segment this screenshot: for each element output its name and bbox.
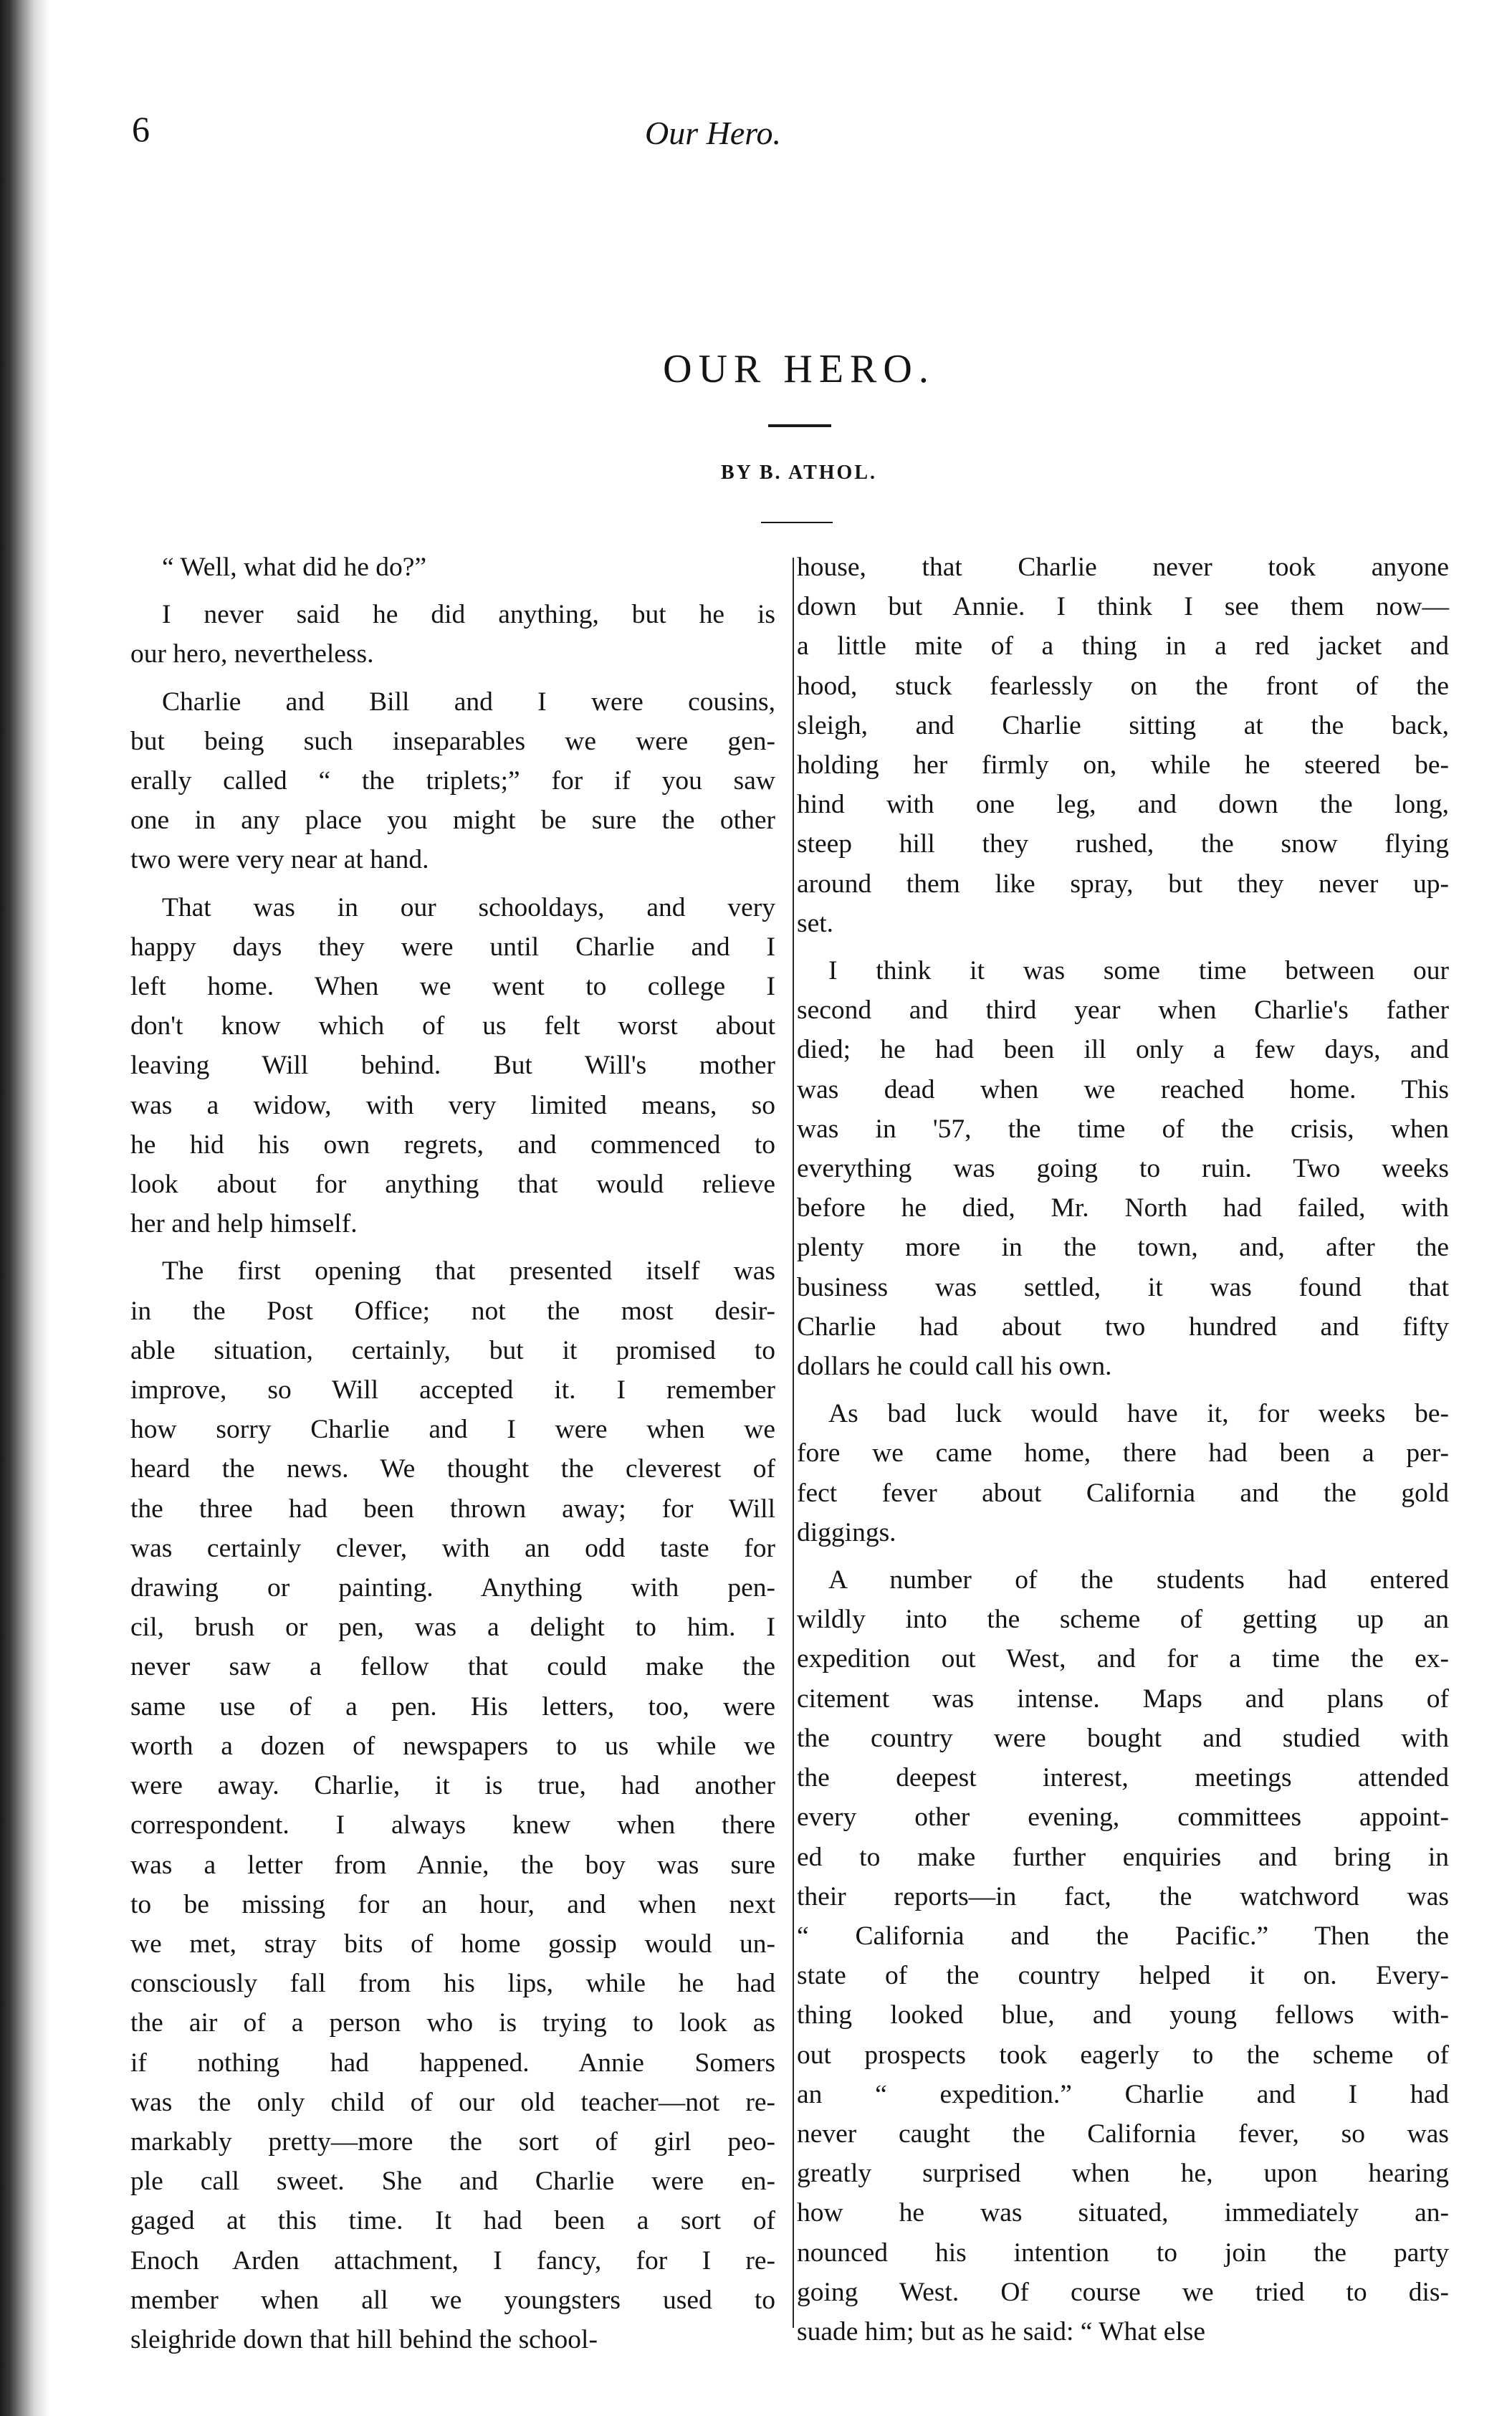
text-line: steep hill they rushed, the snow flying: [797, 829, 1449, 859]
text-line: every other evening, committees appoint-: [797, 1803, 1449, 1833]
text-line: died; he had been ill only a few days, and: [797, 1035, 1449, 1065]
text-line: how he was situated, immediately an-: [797, 2198, 1449, 2228]
text-line: fore we came home, there had been a per-: [797, 1438, 1449, 1469]
text-line: heard the news. We thought the cleverest of: [130, 1454, 775, 1484]
text-line: citement was intense. Maps and plans of: [797, 1684, 1449, 1714]
text-line: everything was going to ruin. Two weeks: [797, 1154, 1449, 1184]
text-line: was a widow, with very limited means, so: [130, 1090, 775, 1120]
paragraph: [797, 1560, 1449, 2351]
text-line: a little mite of a thing in a red jacket and: [797, 631, 1449, 662]
text-line: we met, stray bits of home gossip would un-: [130, 1929, 775, 1959]
text-line: the three had been thrown away; for Will: [130, 1494, 775, 1524]
text-line: Charlie had about two hundred and fifty: [797, 1312, 1449, 1342]
text-line: business was settled, it was found that: [797, 1272, 1449, 1302]
text-line: he hid his own regrets, and commenced to: [130, 1130, 775, 1160]
text-line: house, that Charlie never took anyone: [797, 553, 1449, 582]
text-line: suade him; but as he said: “ What else: [797, 2316, 1205, 2346]
text-line: member when all we youngsters used to: [130, 2285, 775, 2315]
text-line: That was in our schooldays, and very: [162, 892, 775, 922]
text-line: the deepest interest, meetings attended: [797, 1763, 1449, 1793]
text-line: was in '57, the time of the crisis, when: [797, 1114, 1449, 1144]
paragraph: [130, 888, 775, 1244]
paragraph: [130, 1251, 775, 2359]
text-line: two were very near at hand.: [130, 845, 429, 875]
text-line: don't know which of us felt worst about: [130, 1011, 775, 1041]
text-line: state of the country helped it on. Every-: [797, 1961, 1449, 1991]
paragraph: [130, 548, 775, 587]
text-line: to be missing for an hour, and when next: [130, 1889, 775, 1919]
text-line: improve, so Will accepted it. I remember: [130, 1375, 775, 1405]
text-line: how sorry Charlie and I were when we: [130, 1415, 775, 1445]
text-line: our hero, nevertheless.: [130, 639, 374, 669]
paragraph: [130, 682, 775, 880]
text-line: dollars he could call his own.: [797, 1352, 1112, 1382]
byline-rule: [761, 522, 833, 523]
text-line: ple call sweet. She and Charlie were en-: [130, 2167, 775, 2197]
text-line: was a letter from Annie, the boy was sure: [130, 1850, 775, 1880]
paragraph: [130, 595, 775, 674]
title-rule: [768, 424, 831, 427]
text-line: look about for anything that would relieve: [130, 1170, 775, 1200]
text-line: left home. When we went to college I: [130, 972, 775, 1002]
text-line: same use of a pen. His letters, too, were: [130, 1691, 775, 1722]
text-line: was dead when we reached home. This: [797, 1074, 1449, 1104]
page-number: 6: [132, 109, 150, 149]
text-line: second and third year when Charlie's father: [797, 995, 1449, 1026]
text-line: sleighride down that hill behind the school-: [130, 2324, 598, 2354]
text-line: Charlie and Bill and I were cousins,: [162, 687, 775, 717]
text-line: ed to make further enquiries and bring in: [797, 1842, 1449, 1872]
text-line: greatly surprised when he, upon hearing: [797, 2159, 1449, 2189]
text-line: hind with one leg, and down the long,: [797, 790, 1449, 820]
text-line: “ Well, what did he do?”: [162, 553, 427, 582]
paragraph: [797, 951, 1449, 1386]
text-line: drawing or painting. Anything with pen-: [130, 1573, 775, 1603]
text-line: worth a dozen of newspapers to us while we: [130, 1731, 775, 1761]
text-line: A number of the students had entered: [828, 1565, 1449, 1595]
text-line: The first opening that presented itself was: [162, 1256, 775, 1286]
article-title: OUR HERO.: [663, 347, 935, 391]
book-binding-edge: [0, 0, 50, 2416]
text-line: if nothing had happened. Annie Somers: [130, 2048, 775, 2078]
text-line: but being such inseparables we were gen-: [130, 726, 775, 756]
text-line: her and help himself.: [130, 1209, 358, 1239]
text-line: able situation, certainly, but it promised to: [130, 1335, 775, 1365]
text-line: an “ expedition.” Charlie and I had: [797, 2079, 1449, 2109]
text-line: diggings.: [797, 1517, 896, 1547]
left-column: [130, 548, 775, 2359]
text-line: fect fever about California and the gold: [797, 1478, 1449, 1508]
text-line: plenty more in the town, and, after the: [797, 1233, 1449, 1263]
text-line: holding her firmly on, while he steered be-: [797, 750, 1449, 780]
text-line: I think it was some time between our: [828, 956, 1449, 986]
text-line: out prospects took eagerly to the scheme of: [797, 2040, 1449, 2070]
text-line: markably pretty—more the sort of girl peo-: [130, 2126, 775, 2157]
text-line: sleigh, and Charlie sitting at the back,: [797, 710, 1449, 740]
text-line: correspondent. I always knew when there: [130, 1810, 775, 1840]
byline: BY B. ATHOL.: [720, 462, 878, 484]
text-line: in the Post Office; not the most desir-: [130, 1296, 775, 1326]
text-line: I never said he did anything, but he is: [162, 600, 775, 630]
text-line: leaving Will behind. But Will's mother: [130, 1051, 775, 1081]
running-head: Our Hero.: [645, 115, 781, 151]
text-line: was the only child of our old teacher—not re-: [130, 2087, 775, 2117]
text-line: were away. Charlie, it is true, had another: [130, 1771, 775, 1801]
text-line: erally called “ the triplets;” for if you saw: [130, 766, 775, 796]
text-line: was certainly clever, with an odd taste for: [130, 1533, 775, 1563]
text-line: going West. Of course we tried to dis-: [797, 2277, 1449, 2307]
text-line: happy days they were until Charlie and I: [130, 932, 775, 962]
text-line: thing looked blue, and young fellows with-: [797, 2000, 1449, 2030]
text-line: the country were bought and studied with: [797, 1723, 1449, 1753]
text-line: As bad luck would have it, for weeks be-: [828, 1399, 1449, 1429]
text-line: consciously fall from his lips, while he had: [130, 1969, 775, 1999]
text-line: never caught the California fever, so was: [797, 2119, 1449, 2149]
text-line: gaged at this time. It had been a sort of: [130, 2206, 775, 2236]
text-line: “ California and the Pacific.” Then the: [797, 1921, 1449, 1951]
text-line: around them like spray, but they never up-: [797, 869, 1449, 899]
text-line: the air of a person who is trying to look as: [130, 2008, 775, 2038]
text-line: expedition out West, and for a time the ex-: [797, 1644, 1449, 1674]
text-line: wildly into the scheme of getting up an: [797, 1605, 1449, 1635]
text-line: nounced his intention to join the party: [797, 2238, 1449, 2268]
text-line: set.: [797, 908, 834, 938]
text-line: never saw a fellow that could make the: [130, 1652, 775, 1682]
text-line: their reports—in fact, the watchword was: [797, 1881, 1449, 1911]
text-line: Enoch Arden attachment, I fancy, for I re-: [130, 2245, 775, 2276]
text-line: cil, brush or pen, was a delight to him. I: [130, 1613, 775, 1643]
text-line: one in any place you might be sure the other: [130, 806, 775, 836]
text-line: before he died, Mr. North had failed, with: [797, 1193, 1449, 1223]
text-line: down but Annie. I think I see them now—: [797, 592, 1449, 622]
text-line: hood, stuck fearlessly on the front of the: [797, 671, 1449, 701]
paragraph: [797, 1394, 1449, 1552]
right-column: [797, 548, 1449, 2351]
column-divider: [793, 558, 794, 2328]
paragraph: [797, 548, 1449, 943]
